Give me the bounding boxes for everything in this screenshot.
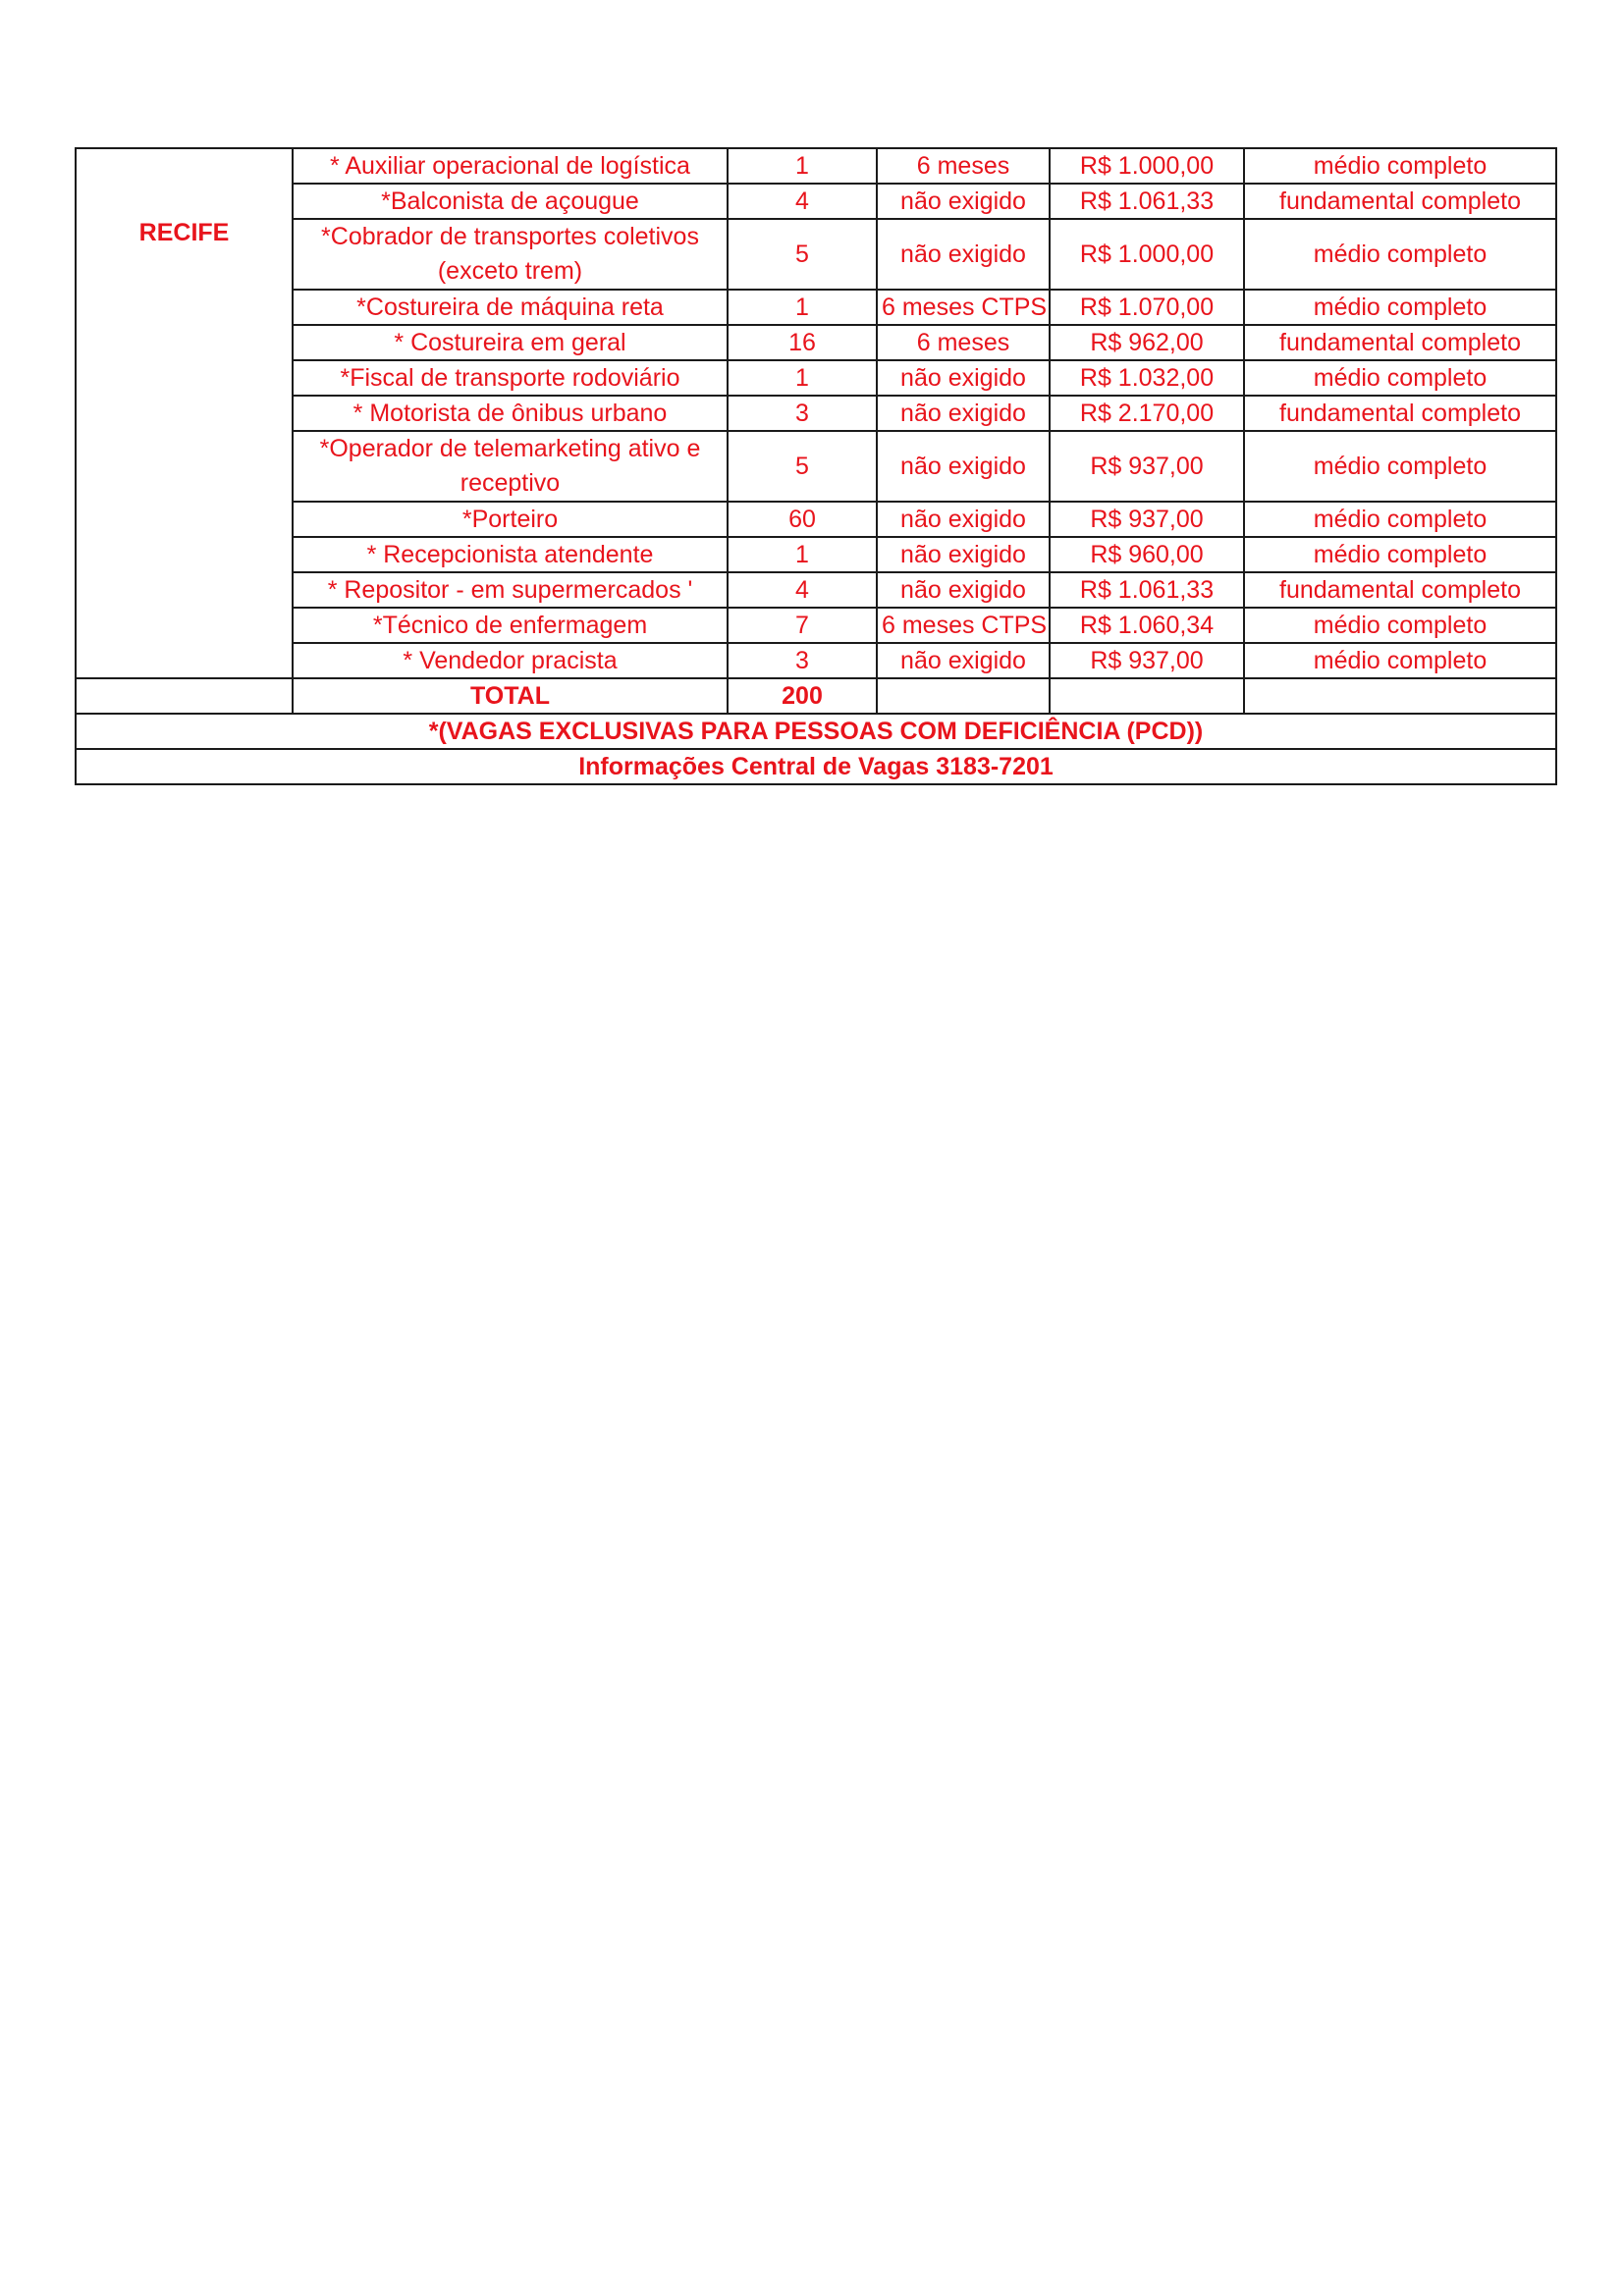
occupation-cell: * Motorista de ônibus urbano bbox=[293, 396, 728, 431]
occupation-cell: * Vendedor pracista bbox=[293, 643, 728, 678]
note-row bbox=[76, 749, 1556, 784]
quantity-cell: 1 bbox=[728, 148, 877, 184]
table-row bbox=[76, 360, 1556, 396]
table-row bbox=[76, 290, 1556, 325]
quantity-cell: 16 bbox=[728, 325, 877, 360]
education-cell: médio completo bbox=[1244, 290, 1556, 325]
table-row bbox=[76, 148, 1556, 184]
occupation-cell: *Cobrador de transportes coletivos (exceto trem) bbox=[293, 219, 728, 290]
experience-cell: não exigido bbox=[877, 184, 1050, 219]
empty-cell bbox=[76, 678, 293, 714]
education-cell: médio completo bbox=[1244, 502, 1556, 537]
total-label: TOTAL bbox=[293, 678, 728, 714]
occupation-cell: *Operador de telemarketing ativo e receptivo bbox=[293, 431, 728, 502]
experience-cell: 6 meses CTPS bbox=[877, 608, 1050, 643]
quantity-cell: 4 bbox=[728, 184, 877, 219]
quantity-cell: 5 bbox=[728, 431, 877, 502]
education-cell: médio completo bbox=[1244, 608, 1556, 643]
experience-cell: não exigido bbox=[877, 360, 1050, 396]
salary-cell: R$ 937,00 bbox=[1050, 643, 1244, 678]
education-cell: fundamental completo bbox=[1244, 325, 1556, 360]
table-row bbox=[76, 325, 1556, 360]
occupation-cell: *Técnico de enfermagem bbox=[293, 608, 728, 643]
note-row bbox=[76, 714, 1556, 749]
experience-cell: não exigido bbox=[877, 396, 1050, 431]
education-cell: fundamental completo bbox=[1244, 184, 1556, 219]
quantity-cell: 1 bbox=[728, 360, 877, 396]
salary-cell: R$ 962,00 bbox=[1050, 325, 1244, 360]
quantity-cell: 1 bbox=[728, 537, 877, 572]
experience-cell: não exigido bbox=[877, 643, 1050, 678]
table-row bbox=[76, 643, 1556, 678]
salary-cell: R$ 2.170,00 bbox=[1050, 396, 1244, 431]
education-cell: fundamental completo bbox=[1244, 572, 1556, 608]
quantity-cell: 5 bbox=[728, 219, 877, 290]
salary-cell: R$ 937,00 bbox=[1050, 431, 1244, 502]
experience-cell: não exigido bbox=[877, 219, 1050, 290]
table-row bbox=[76, 608, 1556, 643]
salary-cell: R$ 1.061,33 bbox=[1050, 572, 1244, 608]
experience-cell: não exigido bbox=[877, 502, 1050, 537]
quantity-cell: 60 bbox=[728, 502, 877, 537]
salary-cell: R$ 937,00 bbox=[1050, 502, 1244, 537]
quantity-cell: 4 bbox=[728, 572, 877, 608]
education-cell: médio completo bbox=[1244, 537, 1556, 572]
occupation-cell: *Balconista de açougue bbox=[293, 184, 728, 219]
occupation-cell: * Costureira em geral bbox=[293, 325, 728, 360]
experience-cell: 6 meses bbox=[877, 325, 1050, 360]
pcd-note: *(VAGAS EXCLUSIVAS PARA PESSOAS COM DEFICIÊNCIA (PCD)) bbox=[76, 714, 1556, 749]
experience-cell: 6 meses CTPS bbox=[877, 290, 1050, 325]
occupation-cell: *Fiscal de transporte rodoviário bbox=[293, 360, 728, 396]
occupation-cell: * Auxiliar operacional de logística bbox=[293, 148, 728, 184]
salary-cell: R$ 1.061,33 bbox=[1050, 184, 1244, 219]
quantity-cell: 7 bbox=[728, 608, 877, 643]
table-row bbox=[76, 572, 1556, 608]
education-cell: médio completo bbox=[1244, 360, 1556, 396]
quantity-cell: 3 bbox=[728, 396, 877, 431]
experience-cell: não exigido bbox=[877, 572, 1050, 608]
empty-cell bbox=[1244, 678, 1556, 714]
job-vacancies-table bbox=[75, 147, 1557, 785]
salary-cell: R$ 1.000,00 bbox=[1050, 148, 1244, 184]
education-cell: médio completo bbox=[1244, 431, 1556, 502]
empty-cell bbox=[877, 678, 1050, 714]
table-row bbox=[76, 184, 1556, 219]
table-row bbox=[76, 396, 1556, 431]
quantity-cell: 3 bbox=[728, 643, 877, 678]
education-cell: médio completo bbox=[1244, 643, 1556, 678]
education-cell: fundamental completo bbox=[1244, 396, 1556, 431]
table-body bbox=[76, 148, 1556, 784]
experience-cell: não exigido bbox=[877, 431, 1050, 502]
info-note: Informações Central de Vagas 3183-7201 bbox=[76, 749, 1556, 784]
salary-cell: R$ 1.000,00 bbox=[1050, 219, 1244, 290]
salary-cell: R$ 1.060,34 bbox=[1050, 608, 1244, 643]
total-row bbox=[76, 678, 1556, 714]
education-cell: médio completo bbox=[1244, 148, 1556, 184]
occupation-cell: * Repositor - em supermercados ' bbox=[293, 572, 728, 608]
quantity-cell: 1 bbox=[728, 290, 877, 325]
city-cell: RECIFE bbox=[76, 148, 293, 678]
education-cell: médio completo bbox=[1244, 219, 1556, 290]
table-row bbox=[76, 219, 1556, 290]
occupation-cell: *Costureira de máquina reta bbox=[293, 290, 728, 325]
occupation-cell: *Porteiro bbox=[293, 502, 728, 537]
table-row bbox=[76, 502, 1556, 537]
experience-cell: 6 meses bbox=[877, 148, 1050, 184]
empty-cell bbox=[1050, 678, 1244, 714]
salary-cell: R$ 1.032,00 bbox=[1050, 360, 1244, 396]
total-value: 200 bbox=[728, 678, 877, 714]
table-row bbox=[76, 537, 1556, 572]
salary-cell: R$ 1.070,00 bbox=[1050, 290, 1244, 325]
occupation-cell: * Recepcionista atendente bbox=[293, 537, 728, 572]
experience-cell: não exigido bbox=[877, 537, 1050, 572]
salary-cell: R$ 960,00 bbox=[1050, 537, 1244, 572]
table-row bbox=[76, 431, 1556, 502]
